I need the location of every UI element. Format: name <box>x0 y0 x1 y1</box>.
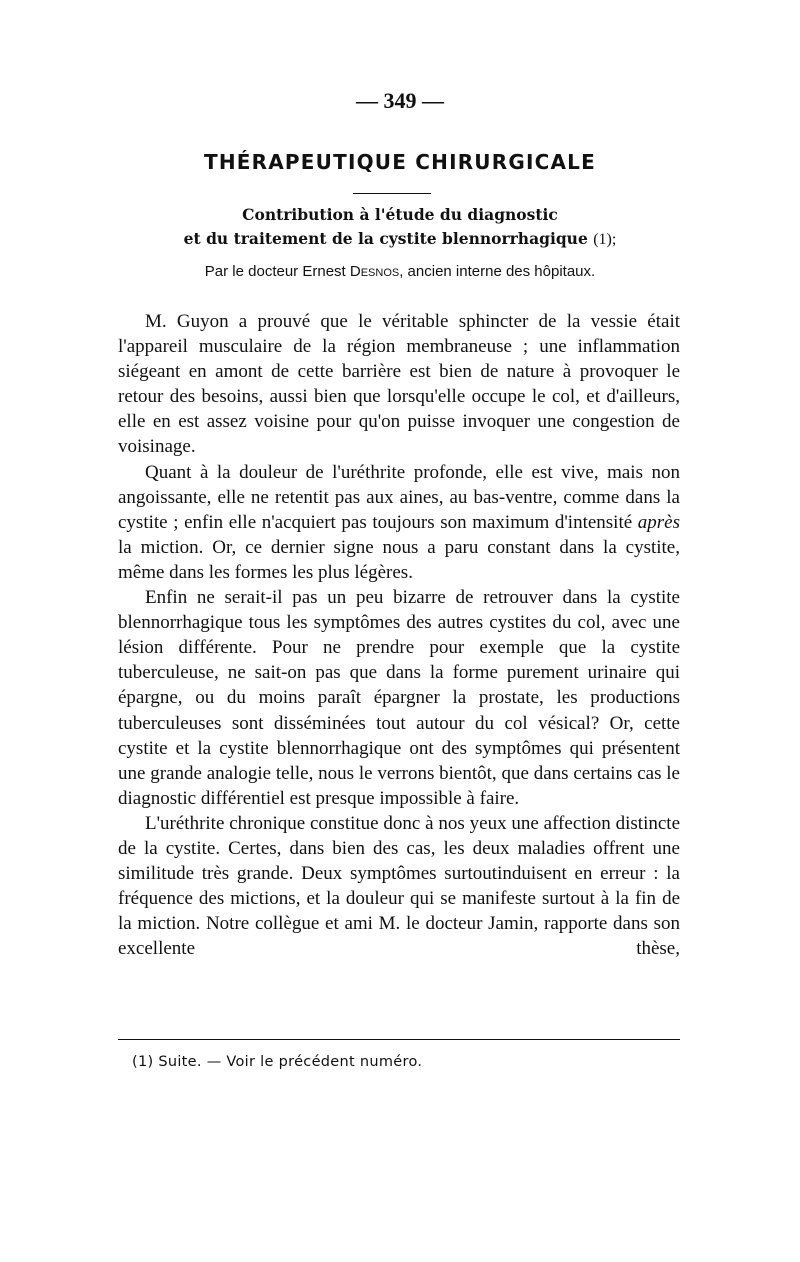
article-title-line-1: Contribution à l'étude du diagnostic <box>242 205 558 224</box>
article-title-line-2 <box>0 227 800 252</box>
paragraph-2-text-a: Quant à la douleur de l'uréthrite profonde, elle est vive, mais non angoissante, elle ne retentit pas aux aines, au bas-ventre, comme dans la cystite ; enfin elle n'acquiert pas toujours son maximum d'intensité <box>118 461 680 533</box>
footnote: (1) Suite. — Voir le précédent numéro. <box>132 1054 423 1070</box>
footnote-reference: (1); <box>593 231 617 248</box>
paragraph-2-emphasis: après <box>637 511 680 533</box>
article-title-line-2-text: et du traitement de la cystite blennorrhagique <box>183 229 588 248</box>
page-number: — 349 — <box>356 88 444 113</box>
article-body <box>118 309 680 961</box>
paragraph-2-text-b: la miction. Or, ce dernier signe nous a paru constant dans la cystite, même dans les formes les plus légères. <box>118 536 680 583</box>
paragraph-4: L'uréthrite chronique constitue donc à nos yeux une affection distincte de la cystite. Certes, dans bien des cas, les deux maladies offrent une similitude très grande. Deux symptômes surtoutinduisent en erreur : la fréquence des mictions, et la douleur qui se manifeste surtout à la fin de la miction. Notre collègue et ami M. le docteur Jamin, rapporte dans son excellente thèse, <box>118 812 680 960</box>
paragraph-3: Enfin ne serait-il pas un peu bizarre de retrouver dans la cystite blennorrhagique tous les symptômes des autres cystites du col, avec une lésion différente. Pour ne prendre pour exemple que la cystite tuberculeuse, ne sait-on pas que dans la forme purement urinaire qui épargne, ou du moins paraît épargner la prostate, les productions tuberculeuses sont disséminées tout autour du col vésical? Or, cette cystite et la cystite blennorrhagique ont des symptômes qui présentent une grande analogie telle, nous le verrons bientôt, que dans certains cas le diagnostic différentiel est presque impossible à faire. <box>118 587 680 809</box>
paragraph-2 <box>118 460 680 585</box>
article-title <box>0 203 800 252</box>
byline-suffix: , ancien interne des hôpitaux. <box>399 263 596 280</box>
byline-prefix: Par le docteur Ernest <box>204 263 350 280</box>
author-name: Desnos <box>349 263 400 280</box>
byline <box>0 263 800 280</box>
footnote-divider <box>118 1039 680 1040</box>
paragraph-1: M. Guyon a prouvé que le véritable sphincter de la vessie était l'appareil musculaire de la région membraneuse ; une inflammation siégeant en amont de cette barrière est bien de nature à provoquer le retour des besoins, aussi bien que lorsqu'elle occupe le col, et d'ailleurs, elle en est assez voisine pour qu'on puisse invoquer une congestion de voisinage. <box>118 311 680 458</box>
section-title: THÉRAPEUTIQUE CHIRURGICALE <box>204 150 596 174</box>
title-divider <box>353 193 431 194</box>
